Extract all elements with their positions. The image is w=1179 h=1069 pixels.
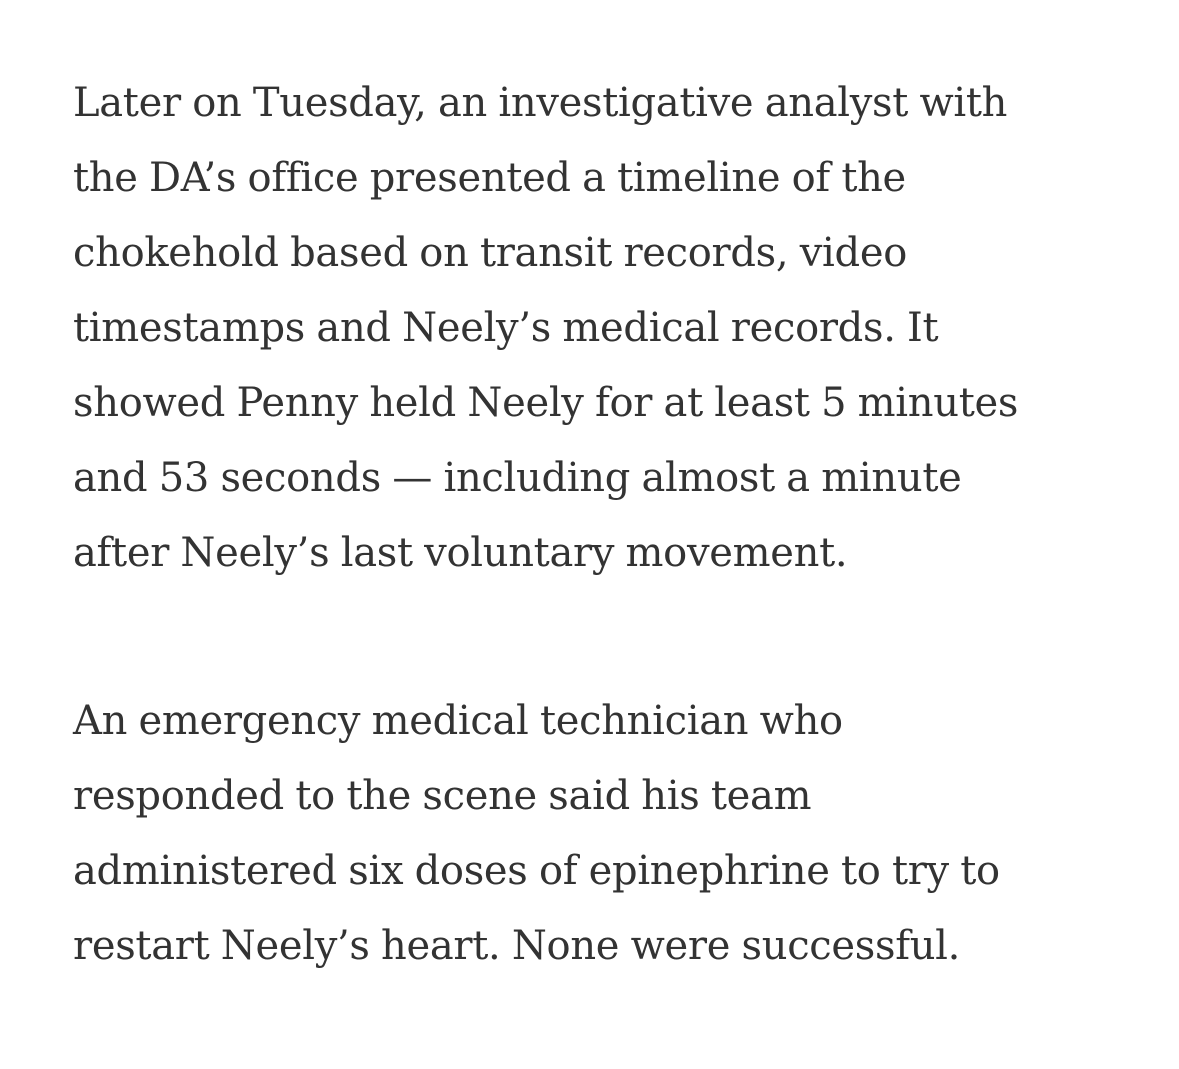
text-line: chokehold based on transit records, video — [73, 230, 907, 276]
text-line: responded to the scene said his team — [73, 773, 812, 819]
text-line: the DA’s office presented a timeline of the — [73, 155, 906, 201]
text-line: administered six doses of epinephrine to try to — [73, 848, 1000, 894]
paragraph-timeline — [73, 66, 1093, 591]
text-line: An emergency medical technician who — [73, 698, 843, 744]
text-line: and 53 seconds — including almost a minute — [73, 455, 962, 501]
paragraph-emt — [73, 684, 1093, 984]
text-line: showed Penny held Neely for at least 5 minutes — [73, 380, 1019, 426]
article-body — [73, 66, 1093, 984]
text-line: after Neely’s last voluntary movement. — [73, 530, 848, 576]
text-line: restart Neely’s heart. None were successful. — [73, 923, 961, 969]
text-line: Later on Tuesday, an investigative analyst with — [73, 80, 1008, 126]
text-line: timestamps and Neely’s medical records. It — [73, 305, 939, 351]
